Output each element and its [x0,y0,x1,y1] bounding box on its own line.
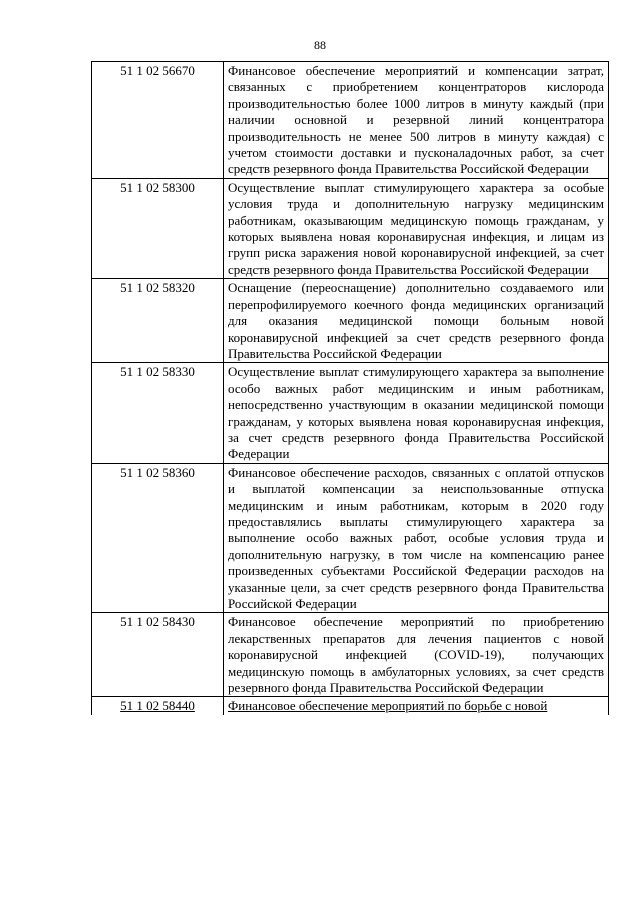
row-code: 51 1 02 58320 [92,279,224,363]
table-row [92,279,609,363]
budget-classification-table [91,61,609,715]
row-code: 51 1 02 58430 [92,613,224,697]
table-row [92,62,609,179]
table-row [92,463,609,613]
row-code: 51 1 02 58330 [92,363,224,463]
row-description: Финансовое обеспечение мероприятий по борьбе с новой [224,697,609,715]
page-number: 88 [314,38,326,52]
row-description: Оснащение (переоснащение) дополнительно создаваемого или перепрофилируемого коечного фонда медицинских организаций для оказания медицинской помощи больным новой коронавирусной инфекцией за счет средств резервного фонда Правительства Российской Федерации [224,279,609,363]
table-row [92,363,609,463]
table-row [92,613,609,697]
row-code: 51 1 02 58440 [92,697,224,715]
row-code: 51 1 02 58360 [92,463,224,613]
row-code: 51 1 02 58300 [92,178,224,278]
row-description: Финансовое обеспечение мероприятий и компенсации затрат, связанных с приобретением концентраторов кислорода производительностью более 1000 литров в минуту каждый (при наличии основной и резервной линий концентратора производительность не менее 500 литров в минуту каждая) с учетом стоимости доставки и пусконаладочных работ, за счет средств резервного фонда Правительства Российской Федерации [224,62,609,179]
row-code: 51 1 02 56670 [92,62,224,179]
table-row [92,697,609,715]
table-row [92,178,609,278]
row-description: Осуществление выплат стимулирующего характера за выполнение особо важных работ медицинским и иным работникам, непосредственно участвующим в оказании медицинской помощи гражданам, у которых выявлена новая коронавирусная инфекция, за счет средств резервного фонда Правительства Российской Федерации [224,363,609,463]
row-description: Осуществление выплат стимулирующего характера за особые условия труда и дополнительную нагрузку медицинским работникам, оказывающим медицинскую помощь гражданам, у которых выявлена новая коронавирусная инфекция, и лицам из групп риска заражения новой коронавирусной инфекцией, за счет средств резервного фонда Правительства Российской Федерации [224,178,609,278]
row-description: Финансовое обеспечение мероприятий по приобретению лекарственных препаратов для лечения пациентов с новой коронавирусной инфекцией (COVID-19), получающих медицинскую помощь в амбулаторных условиях, за счет средств резервного фонда Правительства Российской Федерации [224,613,609,697]
row-description: Финансовое обеспечение расходов, связанных с оплатой отпусков и выплатой компенсации за неиспользованные отпуска медицинским и иным работникам, которым в 2020 году предоставлялись выплаты стимулирующего характера за выполнение особо важных работ, особые условия труда и дополнительную нагрузку, в том числе на компенсацию ранее произведенных субъектами Российской Федерации расходов на указанные цели, за счет средств резервного фонда Правительства Российской Федерации [224,463,609,613]
